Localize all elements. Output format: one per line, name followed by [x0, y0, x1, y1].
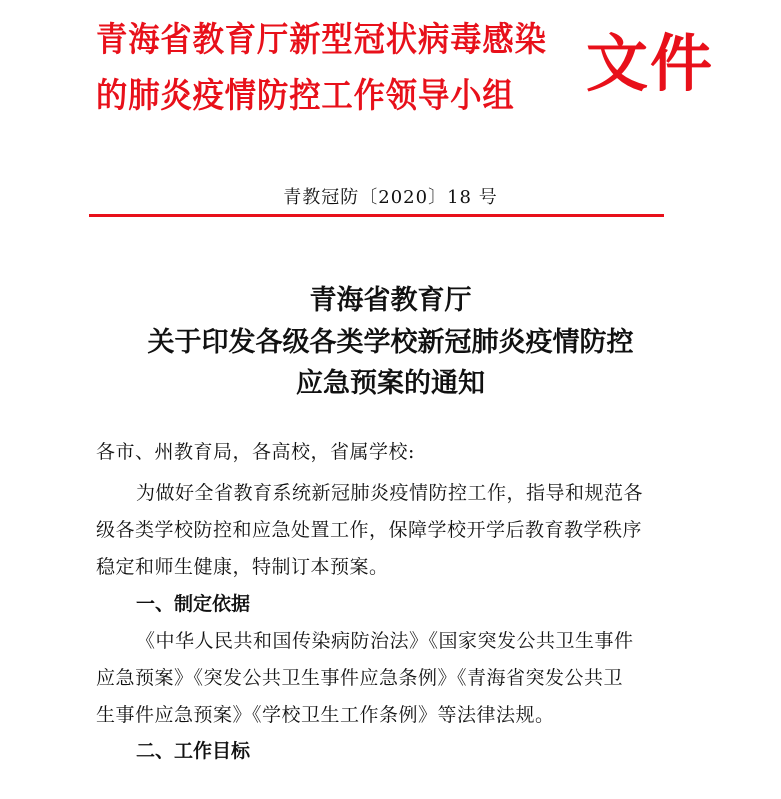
addressee-line: 各市、州教育局，各高校，省属学校:: [96, 441, 415, 463]
issuer-name-line-1: 青海省教育厅新型冠状病毒感染: [96, 20, 547, 60]
section-1-heading: 一、制定依据: [136, 593, 251, 615]
document-number: 青教冠防〔2020〕18 号: [283, 187, 498, 208]
section-1-line-2: 应急预案》《突发公共卫生事件应急条例》《青海省突发公共卫: [96, 667, 624, 689]
section-2-heading: 二、工作目标: [136, 740, 251, 762]
section-1-line-3: 生事件应急预案》《学校卫生工作条例》等法律法规。: [96, 704, 555, 726]
intro-line-3: 稳定和师生健康，特制订本预案。: [96, 556, 389, 578]
intro-line-1: 为做好全省教育系统新冠肺炎疫情防控工作，指导和规范各: [136, 482, 644, 504]
red-letterhead: [96, 10, 715, 120]
intro-line-2: 级各类学校防控和应急处置工作，保障学校开学后教育教学秩序: [96, 519, 643, 541]
red-separator-rule: [89, 214, 664, 217]
section-1-line-1: 《中华人民共和国传染病防治法》《国家突发公共卫生事件: [136, 630, 634, 652]
title-line-2: 关于印发各级各类学校新冠肺炎疫情防控: [147, 327, 634, 358]
title-line-1: 青海省教育厅: [309, 285, 472, 316]
title-line-3: 应急预案的通知: [296, 368, 485, 399]
document-word: 文件: [586, 27, 715, 100]
issuer-name-line-2: 的肺炎疫情防控工作领导小组: [96, 76, 515, 116]
